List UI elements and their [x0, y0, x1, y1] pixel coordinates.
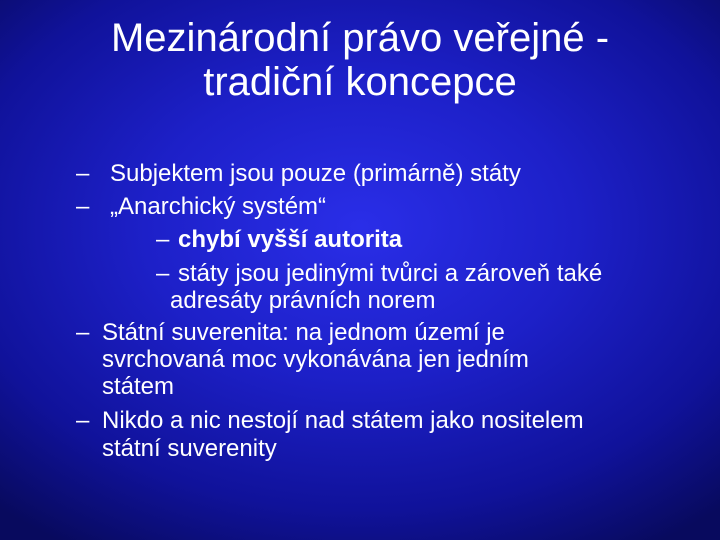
sub-bullet-2-continuation: adresáty právních norem [170, 287, 436, 314]
bullet-3-continuation-2: státem [102, 373, 175, 400]
slide-title-line-2: tradiční koncepce [203, 60, 517, 104]
bullet-3 [76, 319, 505, 346]
bullet-3-marker: – [76, 319, 90, 346]
bullet-2 [76, 193, 326, 220]
bullet-1-text: Subjektem jsou pouze (primárně) státy [110, 160, 521, 187]
bullet-1-marker: – [76, 160, 90, 187]
bullet-4-continuation: státní suverenity [102, 435, 277, 462]
sub-bullet-1-marker: – [156, 226, 170, 253]
bullet-3-continuation-1: svrchovaná moc vykonávána jen jedním [102, 346, 529, 373]
bullet-1 [76, 160, 521, 187]
sub-bullet-2-text: státy jsou jedinými tvůrci a zároveň také [178, 260, 603, 287]
sub-bullet-1-text: chybí vyšší autorita [178, 226, 403, 253]
bullet-4-text: Nikdo a nic nestojí nad státem jako nositelem [102, 407, 584, 434]
sub-bullet-1 [156, 226, 402, 253]
slide-title-line-1: Mezinárodní právo veřejné - [110, 16, 610, 60]
sub-bullet-2-marker: – [156, 260, 170, 287]
sub-bullet-2 [156, 260, 602, 287]
bullet-3-text: Státní suverenita: na jednom území je [102, 319, 505, 346]
slide-title [40, 16, 680, 104]
bullet-2-text: „Anarchický systém“ [110, 193, 327, 220]
bullet-2-marker: – [76, 193, 90, 220]
bullet-4-marker: – [76, 407, 90, 434]
bullet-4 [76, 407, 584, 434]
